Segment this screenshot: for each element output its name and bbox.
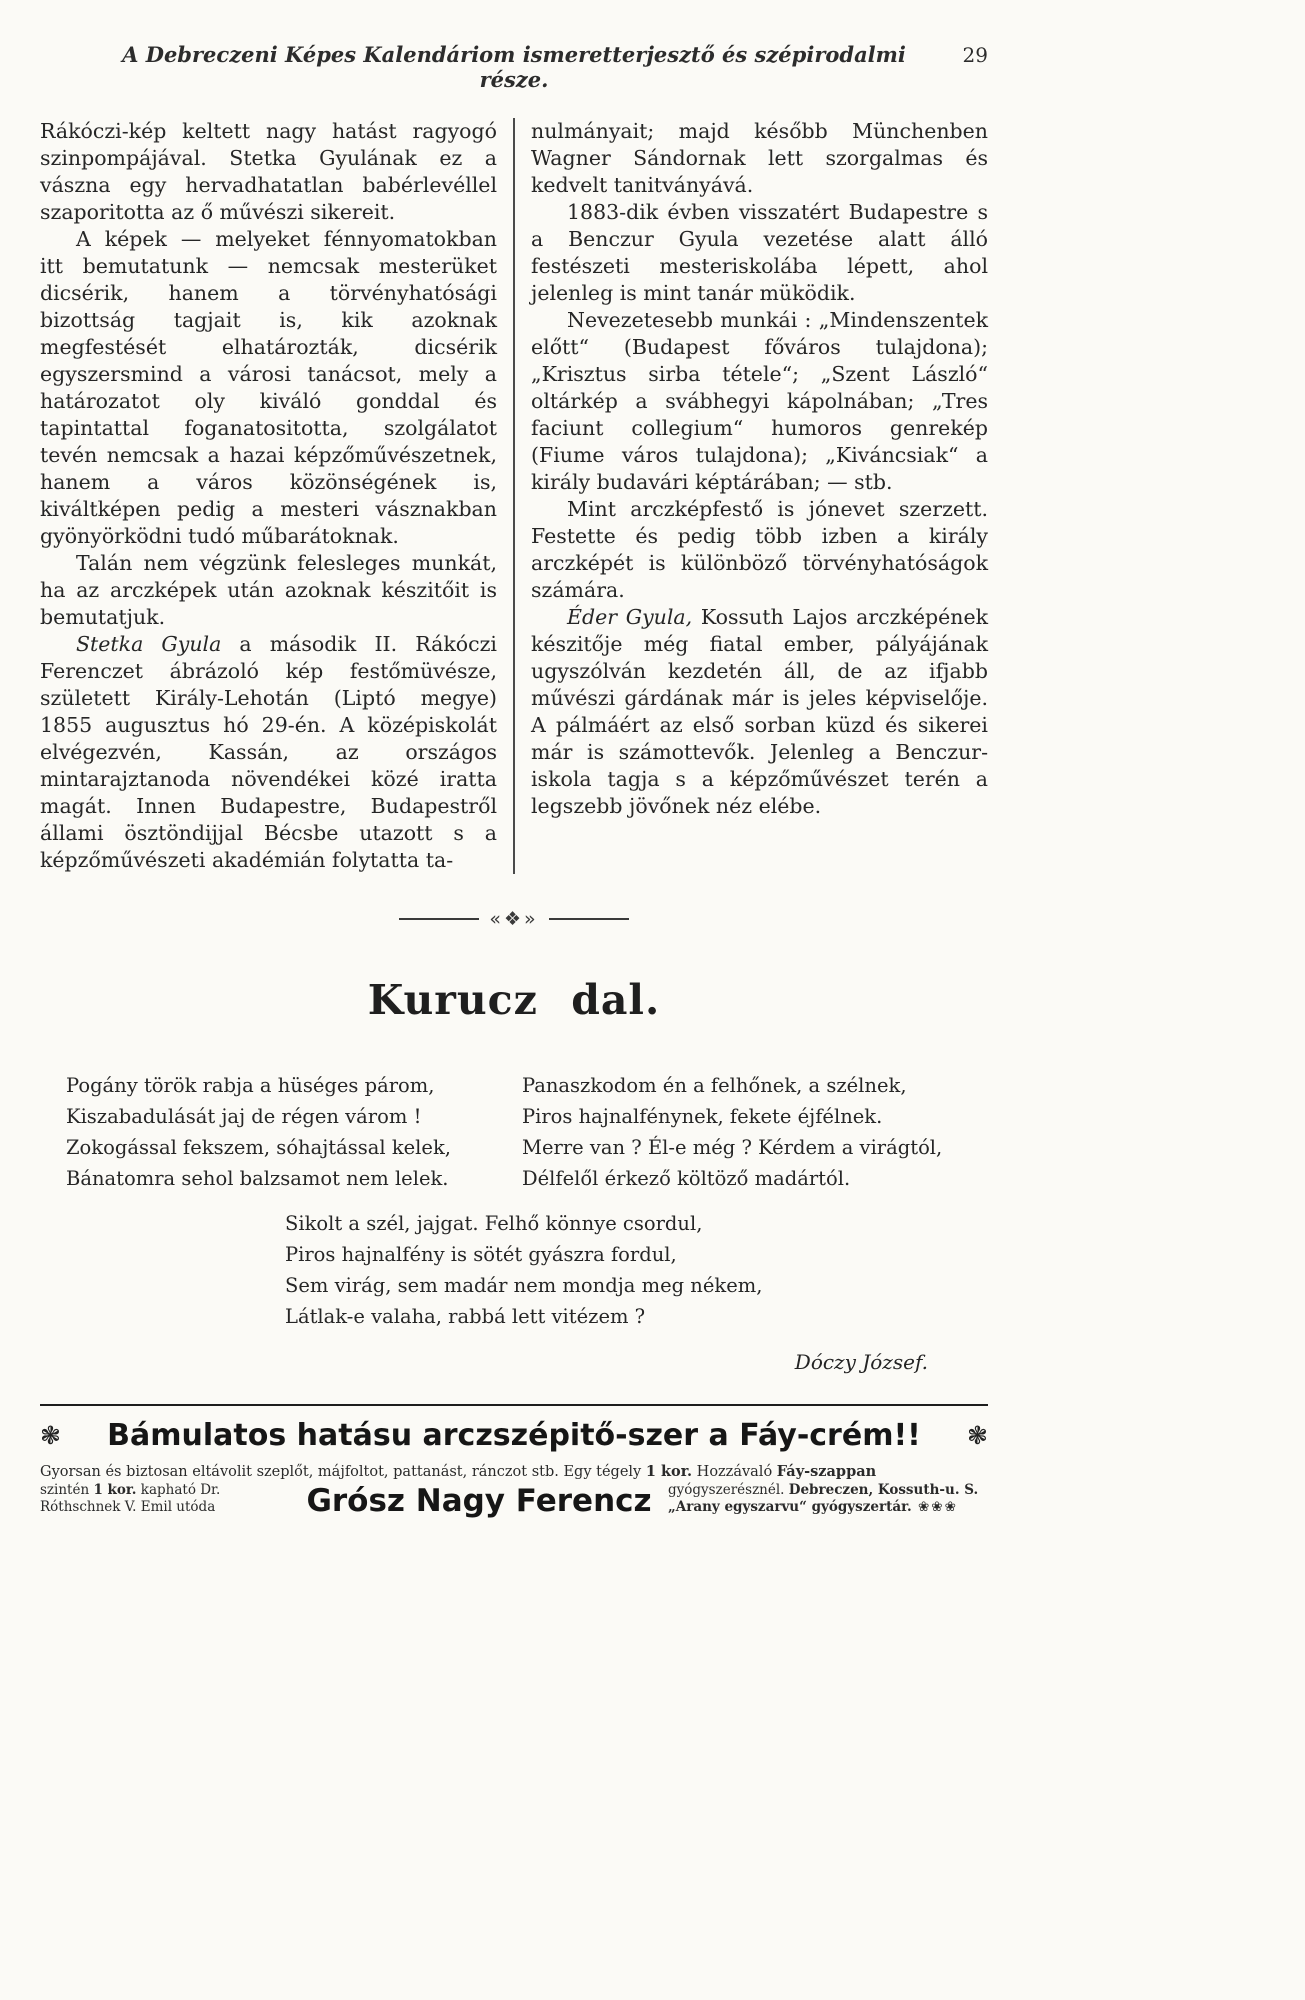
poem-stanza-right [514,1070,988,1194]
paragraph-text: Kossuth Lajos arczképének készitője még fiatal ember, pályájának ugyszólván kezdetén áll, de az ifjabb művészi gárdának már is jeles képviselője. A pálmáért az első sorban küzd és sikerei már is számottevők. Jelenleg a Benczur-iskola tagja s a képzőművészet terén a legszebb jövőnek néz elébe. [531,605,989,818]
ad-city: Debreczen, Kossuth-u. S. [788,1482,979,1498]
artist-name: Éder Gyula, [567,605,693,629]
article-column-right [515,118,988,874]
poem-line: Pogány török rabja a hüséges párom, [66,1074,435,1097]
poem-line: Sikolt a szél, jajgat. Felhő könnye csordul, [285,1212,703,1235]
artist-name: Stetka Gyula [76,632,222,656]
page-header [40,42,988,98]
floral-ornament-icon: ❀❀❀ [911,1499,958,1515]
poem-line: Látlak-e valaha, rabbá lett vitézem ? [285,1305,646,1328]
ad-headline-row [40,1418,988,1453]
ad-text: szintén [40,1482,94,1498]
ad-text: kapható Dr. [136,1482,221,1498]
section-divider-ornament [40,908,988,930]
ornament-line [399,918,479,920]
article-column-left [40,118,513,874]
poem-line: Zokogással fekszem, sóhajtással kelek, [66,1136,451,1159]
poem-stanza-center [285,1208,988,1332]
poem-line: Sem virág, sem madár nem mondja meg nékem, [285,1274,763,1297]
paragraph: 1883-dik évben visszatért Budapestre s a Benczur Gyula vezetése alatt álló festészeti mesteriskolába lépett, ahol jelenleg is mint tanár müködik. [531,200,988,305]
ad-pharmacist-name: Grósz Nagy Ferencz [306,1483,652,1519]
ad-address-line [668,1499,988,1516]
paragraph-text: a második II. Rákóczi Ferenczet ábrázoló kép festőmüvésze, született Király-Lehotán (Liptó megye) 1855 augusztus hó 29-én. A középiskolát elvégezvén, Kassán, az országos mintarajztanoda növendékei közé iratta magát. Innen Budapestre, Budapestről állami ösztöndijjal Bécsbe utazott s a képzőművészeti akadémián folytatta ta- [40,632,497,872]
ad-pharmacy-name: „Arany egyszarvu“ gyógyszertár. [668,1499,912,1515]
poem-line: Délfelől érkező költöző madártól. [522,1167,851,1190]
poem-line: Bánatomra sehol balzsamot nem lelek. [66,1167,449,1190]
poem-author: Dóczy József. [794,1350,928,1374]
paragraph: Mint arczképfestő is jónevet szerzett. Festette és pedig több izben a király arczképét is különböző törvényhatóságok számára. [531,497,988,602]
poem-line: Merre van ? Él-e még ? Kérdem a virágtól, [522,1136,943,1159]
ornament-icon: «❖» [489,908,539,930]
advertisement [40,1418,988,1519]
page-number: 29 [962,43,988,67]
poem-line: Piros hajnalfénynek, fekete éjfélnek. [522,1105,883,1128]
ad-bottom-row [40,1482,988,1519]
poem-line: Panaszkodom én a felhőnek, a szélnek, [522,1074,907,1097]
ad-product-name: Fáy-szappan [776,1463,877,1480]
ad-price: 1 kor. [645,1463,693,1480]
paragraph: A képek — melyeket fénnyomatokban itt bemutatunk — nemcsak mesterüket dicsérik, hanem a törvényhatósági bizottság tagjait is, kik azoknak megfestését elhatározták, dicsérik egyszersmind a városi tanácsot, mely a határozatot oly kiváló gonddal és tapintattal foganatositotta, szolgálatot tevén nemcsak a hazai képzőművészetnek, hanem a város közönségének is, kiváltképen pedig a mesteri vásznakban gyönyörködni tudó műbarátoknak. [40,227,497,548]
paragraph: nulmányait; majd később Münchenben Wagner Sándornak lett szorgalmas és kedvelt tanitványává. [531,119,988,197]
paragraph: Talán nem végzünk felesleges munkát, ha az arczképek után azoknak készitőit is bemutatjuk. [40,551,497,629]
poem-stanza-left [40,1070,514,1194]
horizontal-rule [40,1404,988,1406]
poem-stanzas [40,1070,988,1194]
ad-availability [40,1482,290,1516]
poem-line: Piros hajnalfény is sötét gyászra fordul, [285,1243,677,1266]
ad-address-line [668,1482,988,1499]
ad-description [40,1463,988,1481]
poem-line: Kiszabadulását jaj de régen várom ! [66,1105,422,1128]
ad-address [668,1482,988,1516]
ad-availability-line [40,1482,290,1499]
ad-availability-line: Róthschnek V. Emil utóda [40,1499,216,1515]
paragraph: Rákóczi-kép keltett nagy hatást ragyogó szinpompájával. Stetka Gyulának ez a vászna egy hervadhatatlan babérlevéllel szaporitotta az ő művészi sikereit. [40,119,497,224]
scanned-page [40,0,988,1519]
paragraph [531,604,988,820]
ad-headline: Bámulatos hatásu arczszépitő-szer a Fáy-crém!! [107,1418,921,1453]
ad-description-text: Gyorsan és biztosan eltávolit szeplőt, májfoltot, pattanást, ránczot stb. Egy tégely [40,1464,646,1480]
ornament-line [549,918,629,920]
paragraph [40,631,497,874]
ad-description-text: Hozzávaló [692,1464,777,1480]
ad-text: gyógyszerésznél. [668,1482,789,1498]
ad-price: 1 kor. [93,1482,137,1498]
poem-title: Kurucz dal. [367,976,661,1024]
header-title: A Debreczeni Képes Kalendáriom ismeretterjesztő és szépirodalmi része. [122,42,906,92]
floral-ornament-icon: ❃ [40,1421,61,1450]
article-columns [40,118,988,874]
floral-ornament-icon: ❃ [967,1421,988,1450]
paragraph: Nevezetesebb munkái : „Mindenszentek előtt“ (Budapest főváros tulajdona); „Krisztus sirba tétele“; „Szent László“ oltárkép a svábhegyi kápolnában; „Tres faciunt collegium“ humoros genrekép (Fiume város tulajdona); „Kiváncsiak“ a király budavári képtárában; — stb. [531,308,988,494]
